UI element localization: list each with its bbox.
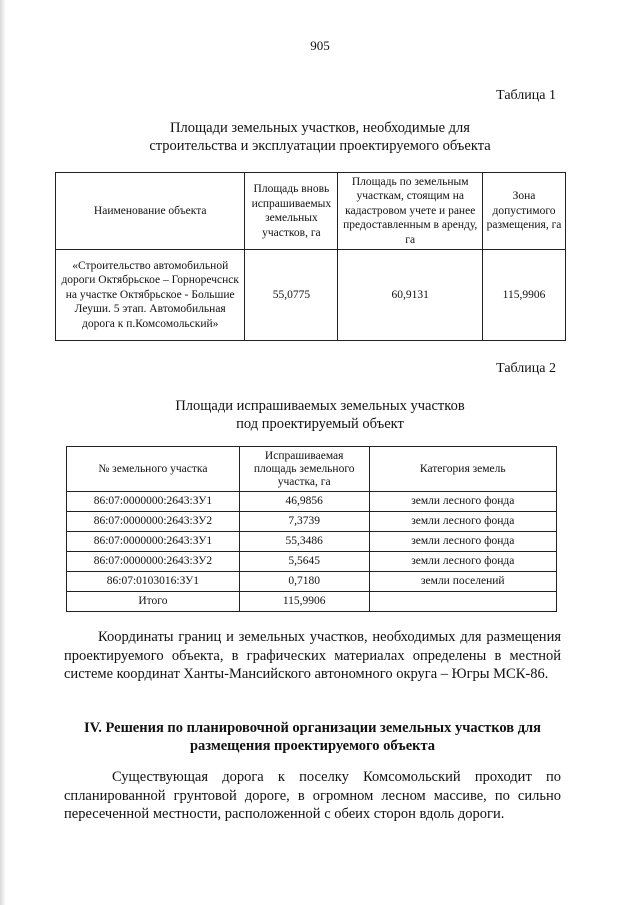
land-category-cell: земли лесного фонда <box>369 552 556 572</box>
object-name-cell: «Строительство автомобильной дороги Октябрьское – Горноречснск на участке Октябрьское - Большие Леуши. 5 этап. Автомобильная дорога к п.Комсомольский» <box>56 250 245 341</box>
page-number: 905 <box>310 38 330 53</box>
plot-number-cell: 86:07:0103016:ЗУ1 <box>67 572 240 592</box>
table2-header-row <box>67 447 557 492</box>
section-paragraph: Существующая дорога к поселку Комсомольский проходит по спланированной грунтовой дороге, в огромном лесном массиве, по сильно пересеченной местности, расположенной с обеих сторон вдоль дороги. <box>64 769 561 822</box>
new-area-cell: 55,0775 <box>245 250 338 341</box>
registered-area-cell: 60,9131 <box>338 250 483 341</box>
total-label-cell: Итого <box>67 592 240 612</box>
table1-header-cell: Зона допустимого размещения, га <box>483 173 566 250</box>
table2-title <box>0 397 640 433</box>
table1-label: Таблица 1 <box>496 88 556 103</box>
table1-header-cell: Площадь вновь испрашиваемых земельных участков, га <box>245 173 338 250</box>
table-row <box>67 552 557 572</box>
placement-zone-cell: 115,9906 <box>483 250 566 341</box>
plot-number-cell: 86:07:0000000:2643:ЗУ1 <box>67 532 240 552</box>
table1-title <box>0 119 640 155</box>
section-heading-line1: IV. Решения по планировочной организации земельных участков для <box>83 720 542 736</box>
plot-area-cell: 5,5645 <box>239 552 369 572</box>
table1-header-cell: Площадь по земельным участкам, стоящим на кадастровом учете и ранее предоставленным в аренду, га <box>338 173 483 250</box>
table1-header-cell: Наименование объекта <box>56 173 245 250</box>
plot-number-cell: 86:07:0000000:2643:ЗУ1 <box>67 492 240 512</box>
requested-plots-table <box>66 446 557 612</box>
section-heading-line2: размещения проектируемого объекта <box>189 738 436 754</box>
table-row <box>67 532 557 552</box>
table-row <box>67 572 557 592</box>
table2-title-line1: Площади испрашиваемых земельных участков <box>175 398 465 414</box>
table1-title-line2: строительства и эксплуатации проектируемого объекта <box>149 138 491 154</box>
plot-area-cell: 0,7180 <box>239 572 369 592</box>
plot-area-cell: 7,3739 <box>239 512 369 532</box>
land-category-cell: земли лесного фонда <box>369 532 556 552</box>
land-area-table <box>55 172 566 341</box>
land-category-cell: земли лесного фонда <box>369 512 556 532</box>
table-row <box>67 492 557 512</box>
plot-area-cell: 46,9856 <box>239 492 369 512</box>
total-empty-cell <box>369 592 556 612</box>
table2-header-cell: Категория земель <box>369 447 556 492</box>
section-heading <box>64 719 561 755</box>
table1-title-line1: Площади земельных участков, необходимые для <box>170 120 470 136</box>
table1-row <box>56 250 566 341</box>
table2-header-cell: № земельного участка <box>67 447 240 492</box>
total-row <box>67 592 557 612</box>
plot-area-cell: 55,3486 <box>239 532 369 552</box>
table1-header-row <box>56 173 566 250</box>
table-row <box>67 512 557 532</box>
land-category-cell: земли лесного фонда <box>369 492 556 512</box>
table2-header-cell: Испрашиваемая площадь земельного участка, га <box>239 447 369 492</box>
table2-title-line2: под проектируемый объект <box>236 416 404 432</box>
total-area-cell: 115,9906 <box>239 592 369 612</box>
coordinates-paragraph: Координаты границ и земельных участков, необходимых для размещения проектируемого объекта, в графических материалах определены в местной системе координат Ханты-Мансийского автономного округа – Югры МСК-86. <box>64 629 561 682</box>
land-category-cell: земли поселений <box>369 572 556 592</box>
plot-number-cell: 86:07:0000000:2643:ЗУ2 <box>67 512 240 532</box>
plot-number-cell: 86:07:0000000:2643:ЗУ2 <box>67 552 240 572</box>
table2-label: Таблица 2 <box>496 361 556 376</box>
